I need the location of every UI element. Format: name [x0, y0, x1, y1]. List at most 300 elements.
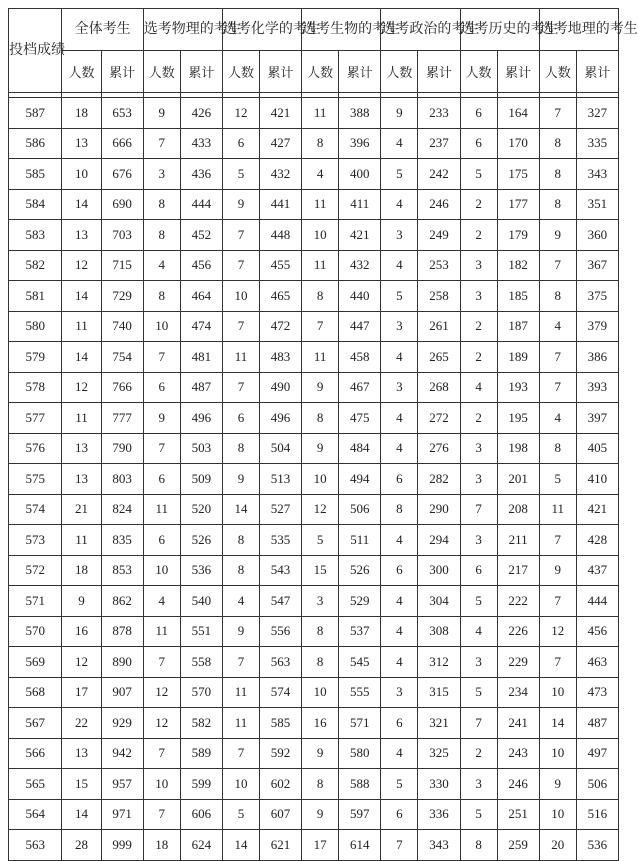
cumulative-cell: 472: [259, 311, 301, 342]
cumulative-cell: 558: [180, 647, 222, 678]
count-cell: 8: [381, 494, 418, 525]
score-cell: 578: [9, 372, 62, 403]
cumulative-cell: 653: [101, 98, 143, 129]
table-row: [9, 525, 619, 556]
cumulative-cell: 242: [418, 159, 460, 190]
count-column-header: 人数: [62, 51, 101, 93]
cumulative-cell: 444: [180, 189, 222, 220]
cumulative-cell: 432: [259, 159, 301, 190]
table-row: [9, 128, 619, 159]
count-cell: 5: [222, 799, 259, 830]
cumulative-cell: 379: [576, 311, 618, 342]
cumulative-cell: 436: [180, 159, 222, 190]
count-cell: 14: [222, 494, 259, 525]
cumulative-cell: 487: [576, 708, 618, 739]
cumulative-cell: 343: [418, 830, 460, 861]
count-cell: 8: [539, 128, 576, 159]
count-cell: 3: [381, 220, 418, 251]
cumulative-cell: 504: [259, 433, 301, 464]
count-cell: 7: [143, 647, 180, 678]
cumulative-cell: 360: [576, 220, 618, 251]
score-cell: 586: [9, 128, 62, 159]
count-cell: 10: [539, 738, 576, 769]
count-cell: 18: [143, 830, 180, 861]
cumulative-cell: 226: [497, 616, 539, 647]
cumulative-cell: 444: [576, 586, 618, 617]
cumulative-column-header: 累计: [259, 51, 301, 93]
cumulative-cell: 441: [259, 189, 301, 220]
count-cell: 6: [381, 464, 418, 495]
count-cell: 13: [62, 220, 101, 251]
count-cell: 3: [460, 647, 497, 678]
group-header-geography: 选考地理的考生: [539, 9, 618, 51]
count-cell: 21: [62, 494, 101, 525]
cumulative-cell: 999: [101, 830, 143, 861]
table-row: [9, 616, 619, 647]
count-column-header: 人数: [222, 51, 259, 93]
score-cell: 568: [9, 677, 62, 708]
cumulative-cell: 312: [418, 647, 460, 678]
cumulative-cell: 261: [418, 311, 460, 342]
score-cell: 567: [9, 708, 62, 739]
count-cell: 11: [302, 342, 339, 373]
cumulative-cell: 506: [576, 769, 618, 800]
count-cell: 6: [460, 98, 497, 129]
count-cell: 10: [143, 555, 180, 586]
count-cell: 9: [62, 586, 101, 617]
count-cell: 11: [222, 708, 259, 739]
score-cell: 575: [9, 464, 62, 495]
cumulative-cell: 458: [339, 342, 381, 373]
count-cell: 6: [222, 128, 259, 159]
count-cell: 7: [143, 799, 180, 830]
score-cell: 576: [9, 433, 62, 464]
cumulative-cell: 543: [259, 555, 301, 586]
cumulative-cell: 599: [180, 769, 222, 800]
score-cell: 564: [9, 799, 62, 830]
cumulative-cell: 421: [339, 220, 381, 251]
cumulative-cell: 621: [259, 830, 301, 861]
cumulative-cell: 179: [497, 220, 539, 251]
count-cell: 15: [62, 769, 101, 800]
count-cell: 16: [62, 616, 101, 647]
count-cell: 3: [381, 372, 418, 403]
count-cell: 3: [381, 311, 418, 342]
table-row: [9, 250, 619, 281]
score-cell: 580: [9, 311, 62, 342]
count-column-header: 人数: [302, 51, 339, 93]
table-row: [9, 433, 619, 464]
count-cell: 11: [539, 494, 576, 525]
count-cell: 8: [302, 769, 339, 800]
count-cell: 6: [143, 372, 180, 403]
cumulative-cell: 300: [418, 555, 460, 586]
count-cell: 7: [539, 250, 576, 281]
count-cell: 6: [381, 799, 418, 830]
count-cell: 5: [460, 799, 497, 830]
count-cell: 8: [302, 616, 339, 647]
count-cell: 6: [143, 525, 180, 556]
count-cell: 8: [222, 525, 259, 556]
count-cell: 4: [381, 616, 418, 647]
group-header-row: [9, 9, 619, 51]
count-cell: 3: [460, 433, 497, 464]
count-cell: 4: [302, 159, 339, 190]
cumulative-cell: 253: [418, 250, 460, 281]
table-row: [9, 403, 619, 434]
count-cell: 3: [460, 464, 497, 495]
count-cell: 18: [62, 98, 101, 129]
cumulative-cell: 551: [180, 616, 222, 647]
cumulative-cell: 164: [497, 98, 539, 129]
cumulative-cell: 547: [259, 586, 301, 617]
count-cell: 7: [222, 372, 259, 403]
cumulative-cell: 411: [339, 189, 381, 220]
count-cell: 8: [302, 647, 339, 678]
cumulative-cell: 971: [101, 799, 143, 830]
cumulative-cell: 853: [101, 555, 143, 586]
count-cell: 6: [143, 464, 180, 495]
count-cell: 14: [539, 708, 576, 739]
count-cell: 8: [302, 403, 339, 434]
sub-header-row: [9, 51, 619, 93]
cumulative-cell: 589: [180, 738, 222, 769]
count-cell: 4: [539, 311, 576, 342]
count-cell: 10: [302, 677, 339, 708]
count-cell: 10: [222, 281, 259, 312]
cumulative-cell: 473: [576, 677, 618, 708]
cumulative-column-header: 累计: [101, 51, 143, 93]
cumulative-cell: 511: [339, 525, 381, 556]
cumulative-cell: 666: [101, 128, 143, 159]
cumulative-cell: 496: [180, 403, 222, 434]
count-cell: 9: [539, 220, 576, 251]
cumulative-cell: 308: [418, 616, 460, 647]
group-header-physics: 选考物理的考生: [143, 9, 222, 51]
table-row: [9, 555, 619, 586]
cumulative-cell: 607: [259, 799, 301, 830]
cumulative-cell: 588: [339, 769, 381, 800]
cumulative-cell: 290: [418, 494, 460, 525]
count-cell: 5: [539, 464, 576, 495]
cumulative-cell: 249: [418, 220, 460, 251]
cumulative-column-header: 累计: [339, 51, 381, 93]
cumulative-cell: 957: [101, 769, 143, 800]
cumulative-cell: 513: [259, 464, 301, 495]
count-cell: 8: [302, 128, 339, 159]
count-cell: 12: [62, 372, 101, 403]
count-cell: 4: [143, 586, 180, 617]
cumulative-cell: 942: [101, 738, 143, 769]
group-header-politics: 选考政治的考生: [381, 9, 460, 51]
count-cell: 12: [302, 494, 339, 525]
count-cell: 5: [381, 769, 418, 800]
cumulative-cell: 536: [576, 830, 618, 861]
cumulative-cell: 878: [101, 616, 143, 647]
score-cell: 566: [9, 738, 62, 769]
count-cell: 4: [381, 342, 418, 373]
count-cell: 10: [539, 677, 576, 708]
count-cell: 7: [143, 342, 180, 373]
count-cell: 5: [460, 159, 497, 190]
count-cell: 7: [460, 708, 497, 739]
count-cell: 12: [143, 677, 180, 708]
cumulative-cell: 321: [418, 708, 460, 739]
count-cell: 7: [539, 647, 576, 678]
cumulative-cell: 777: [101, 403, 143, 434]
cumulative-cell: 481: [180, 342, 222, 373]
cumulative-cell: 229: [497, 647, 539, 678]
cumulative-cell: 676: [101, 159, 143, 190]
score-column-header: 投档成绩: [9, 9, 62, 93]
cumulative-cell: 330: [418, 769, 460, 800]
cumulative-cell: 690: [101, 189, 143, 220]
cumulative-cell: 574: [259, 677, 301, 708]
count-cell: 9: [222, 616, 259, 647]
cumulative-cell: 540: [180, 586, 222, 617]
cumulative-cell: 496: [259, 403, 301, 434]
count-cell: 7: [539, 525, 576, 556]
count-cell: 6: [381, 555, 418, 586]
cumulative-cell: 585: [259, 708, 301, 739]
score-cell: 582: [9, 250, 62, 281]
count-cell: 10: [222, 769, 259, 800]
table-row: [9, 98, 619, 129]
cumulative-cell: 506: [339, 494, 381, 525]
count-cell: 6: [381, 708, 418, 739]
count-cell: 13: [62, 128, 101, 159]
score-table-container: [8, 8, 638, 861]
cumulative-cell: 258: [418, 281, 460, 312]
count-cell: 2: [460, 403, 497, 434]
count-cell: 9: [302, 372, 339, 403]
cumulative-cell: 474: [180, 311, 222, 342]
cumulative-cell: 282: [418, 464, 460, 495]
count-cell: 9: [302, 738, 339, 769]
cumulative-cell: 421: [259, 98, 301, 129]
cumulative-cell: 198: [497, 433, 539, 464]
count-cell: 9: [381, 98, 418, 129]
cumulative-cell: 456: [180, 250, 222, 281]
score-distribution-table: [8, 8, 638, 861]
score-cell: 579: [9, 342, 62, 373]
count-cell: 3: [143, 159, 180, 190]
cumulative-cell: 790: [101, 433, 143, 464]
cumulative-cell: 929: [101, 708, 143, 739]
count-cell: 12: [62, 250, 101, 281]
count-cell: 10: [62, 159, 101, 190]
count-cell: 22: [62, 708, 101, 739]
count-cell: 10: [539, 799, 576, 830]
cumulative-cell: 516: [576, 799, 618, 830]
count-cell: 8: [460, 830, 497, 861]
count-cell: 7: [222, 738, 259, 769]
count-cell: 16: [302, 708, 339, 739]
cumulative-cell: 529: [339, 586, 381, 617]
cumulative-cell: 234: [497, 677, 539, 708]
cumulative-cell: 465: [259, 281, 301, 312]
cumulative-cell: 193: [497, 372, 539, 403]
table-row: [9, 311, 619, 342]
cumulative-cell: 217: [497, 555, 539, 586]
cumulative-cell: 527: [259, 494, 301, 525]
table-row: [9, 342, 619, 373]
count-cell: 10: [143, 769, 180, 800]
cumulative-cell: 580: [339, 738, 381, 769]
count-cell: 8: [539, 433, 576, 464]
count-cell: 4: [143, 250, 180, 281]
count-cell: 3: [302, 586, 339, 617]
count-cell: 4: [381, 433, 418, 464]
table-row: [9, 189, 619, 220]
cumulative-column-header: 累计: [497, 51, 539, 93]
cumulative-column-header: 累计: [418, 51, 460, 93]
cumulative-cell: 397: [576, 403, 618, 434]
cumulative-cell: 766: [101, 372, 143, 403]
cumulative-cell: 456: [576, 616, 618, 647]
count-cell: 6: [222, 403, 259, 434]
count-cell: 4: [460, 616, 497, 647]
count-cell: 4: [539, 403, 576, 434]
cumulative-cell: 265: [418, 342, 460, 373]
table-row: [9, 494, 619, 525]
count-cell: 9: [143, 403, 180, 434]
cumulative-cell: 483: [259, 342, 301, 373]
table-row: [9, 769, 619, 800]
cumulative-cell: 563: [259, 647, 301, 678]
table-row: [9, 372, 619, 403]
cumulative-cell: 243: [497, 738, 539, 769]
count-cell: 2: [460, 738, 497, 769]
count-cell: 14: [62, 342, 101, 373]
cumulative-cell: 201: [497, 464, 539, 495]
count-cell: 4: [460, 372, 497, 403]
count-cell: 7: [302, 311, 339, 342]
cumulative-cell: 208: [497, 494, 539, 525]
count-cell: 2: [460, 311, 497, 342]
cumulative-cell: 570: [180, 677, 222, 708]
count-cell: 14: [62, 189, 101, 220]
count-cell: 17: [302, 830, 339, 861]
count-cell: 10: [302, 220, 339, 251]
count-cell: 17: [62, 677, 101, 708]
count-column-header: 人数: [460, 51, 497, 93]
cumulative-cell: 537: [339, 616, 381, 647]
cumulative-cell: 463: [576, 647, 618, 678]
cumulative-cell: 520: [180, 494, 222, 525]
cumulative-cell: 241: [497, 708, 539, 739]
cumulative-cell: 448: [259, 220, 301, 251]
score-cell: 571: [9, 586, 62, 617]
score-cell: 565: [9, 769, 62, 800]
cumulative-cell: 211: [497, 525, 539, 556]
cumulative-cell: 351: [576, 189, 618, 220]
cumulative-cell: 428: [576, 525, 618, 556]
table-row: [9, 647, 619, 678]
count-cell: 4: [381, 738, 418, 769]
cumulative-cell: 325: [418, 738, 460, 769]
table-row: [9, 464, 619, 495]
count-cell: 14: [62, 281, 101, 312]
cumulative-cell: 276: [418, 433, 460, 464]
cumulative-cell: 388: [339, 98, 381, 129]
cumulative-cell: 754: [101, 342, 143, 373]
count-cell: 7: [143, 738, 180, 769]
count-cell: 9: [302, 433, 339, 464]
count-cell: 9: [539, 769, 576, 800]
count-cell: 4: [381, 250, 418, 281]
count-cell: 8: [143, 189, 180, 220]
count-cell: 3: [381, 677, 418, 708]
count-cell: 9: [222, 189, 259, 220]
count-cell: 11: [143, 616, 180, 647]
cumulative-cell: 455: [259, 250, 301, 281]
cumulative-cell: 606: [180, 799, 222, 830]
count-cell: 2: [460, 189, 497, 220]
count-cell: 12: [539, 616, 576, 647]
cumulative-cell: 555: [339, 677, 381, 708]
count-cell: 10: [143, 311, 180, 342]
score-cell: 573: [9, 525, 62, 556]
cumulative-cell: 336: [418, 799, 460, 830]
cumulative-cell: 803: [101, 464, 143, 495]
count-cell: 7: [222, 220, 259, 251]
cumulative-cell: 195: [497, 403, 539, 434]
count-cell: 20: [539, 830, 576, 861]
cumulative-cell: 396: [339, 128, 381, 159]
cumulative-cell: 432: [339, 250, 381, 281]
cumulative-cell: 427: [259, 128, 301, 159]
count-cell: 28: [62, 830, 101, 861]
cumulative-cell: 526: [180, 525, 222, 556]
cumulative-cell: 440: [339, 281, 381, 312]
score-cell: 569: [9, 647, 62, 678]
count-cell: 12: [143, 708, 180, 739]
cumulative-cell: 386: [576, 342, 618, 373]
cumulative-cell: 259: [497, 830, 539, 861]
cumulative-cell: 246: [497, 769, 539, 800]
table-row: [9, 830, 619, 861]
cumulative-cell: 490: [259, 372, 301, 403]
cumulative-cell: 487: [180, 372, 222, 403]
count-cell: 10: [302, 464, 339, 495]
cumulative-cell: 536: [180, 555, 222, 586]
cumulative-cell: 592: [259, 738, 301, 769]
count-cell: 6: [460, 128, 497, 159]
count-cell: 14: [222, 830, 259, 861]
score-cell: 581: [9, 281, 62, 312]
cumulative-cell: 170: [497, 128, 539, 159]
cumulative-cell: 400: [339, 159, 381, 190]
cumulative-cell: 624: [180, 830, 222, 861]
cumulative-cell: 405: [576, 433, 618, 464]
count-cell: 18: [62, 555, 101, 586]
count-cell: 8: [222, 555, 259, 586]
count-cell: 2: [460, 342, 497, 373]
count-cell: 11: [302, 98, 339, 129]
count-cell: 4: [381, 647, 418, 678]
score-cell: 570: [9, 616, 62, 647]
cumulative-cell: 187: [497, 311, 539, 342]
count-cell: 4: [381, 525, 418, 556]
cumulative-cell: 571: [339, 708, 381, 739]
count-cell: 8: [143, 281, 180, 312]
cumulative-cell: 703: [101, 220, 143, 251]
group-header-history: 选考历史的考生: [460, 9, 539, 51]
cumulative-cell: 494: [339, 464, 381, 495]
table-row: [9, 586, 619, 617]
count-cell: 8: [143, 220, 180, 251]
